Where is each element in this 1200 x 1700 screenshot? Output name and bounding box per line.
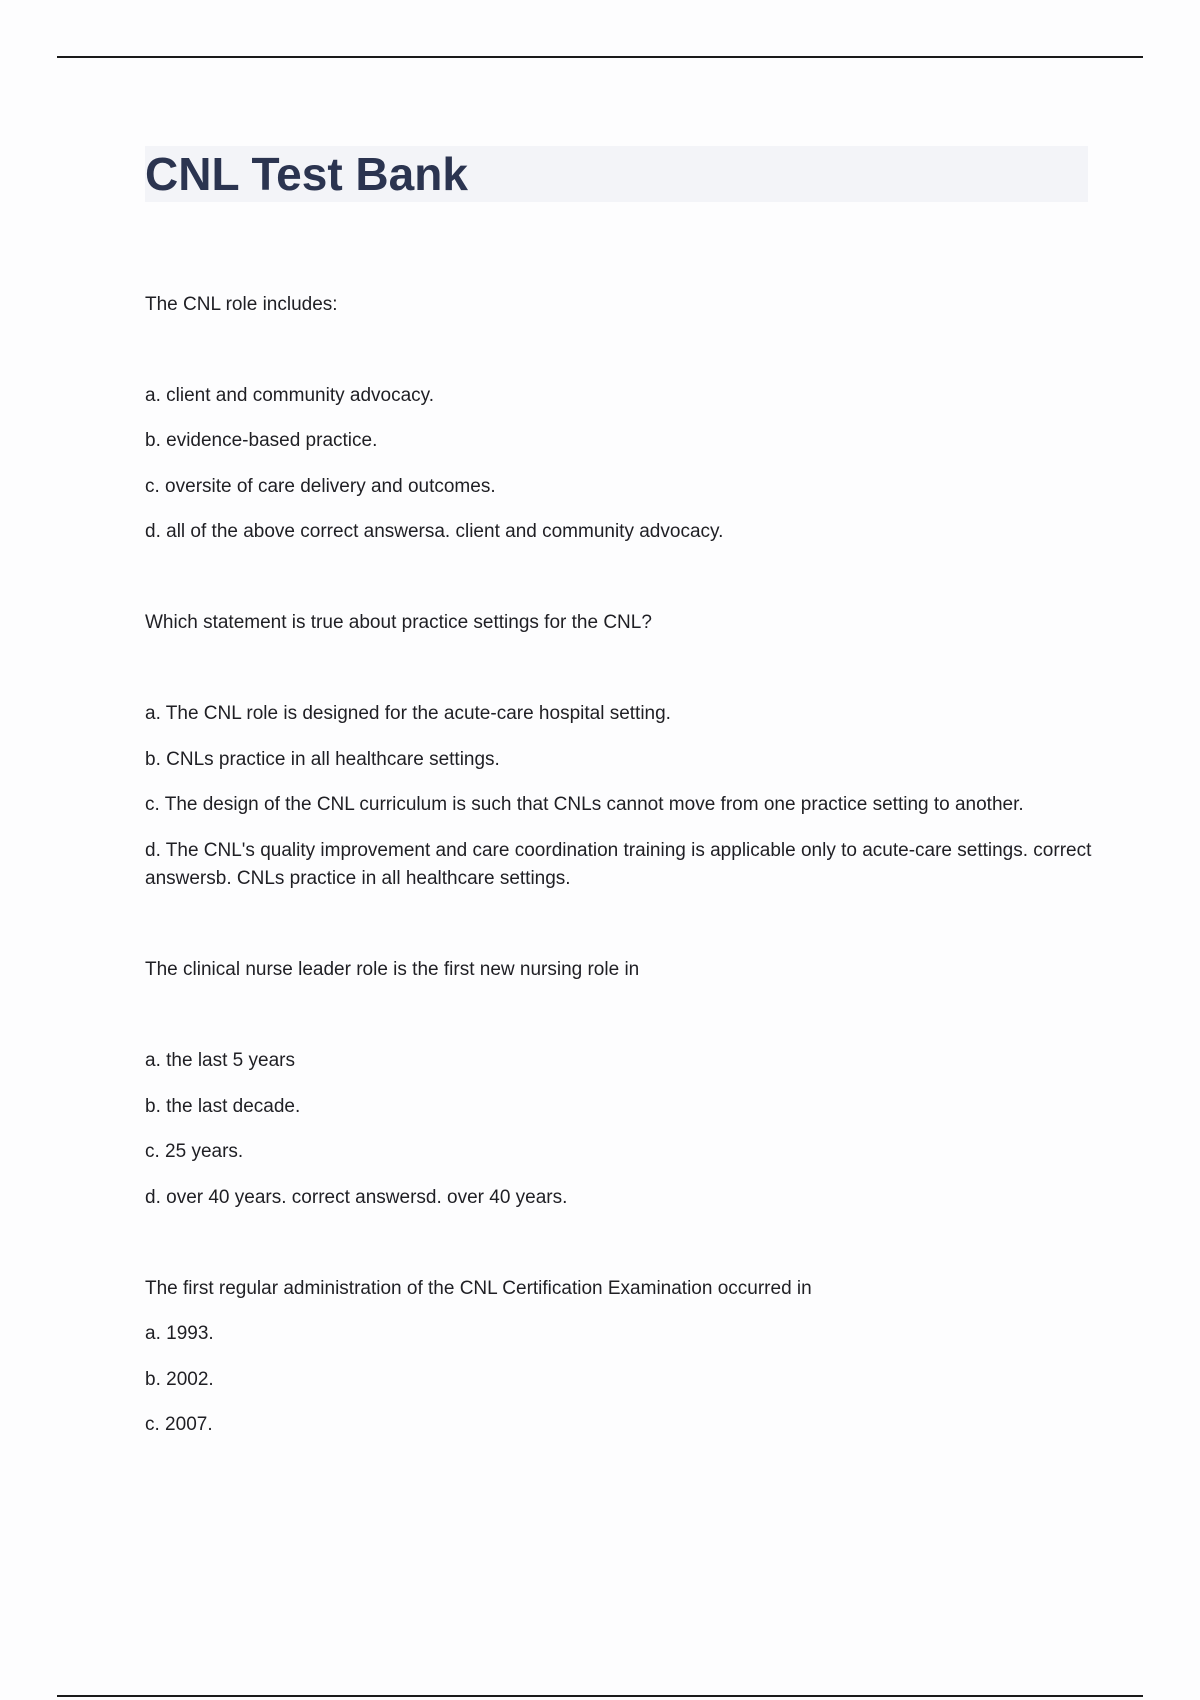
question-prompt: The CNL role includes: — [145, 294, 338, 315]
footer-rule — [57, 1695, 1143, 1697]
answer-option: a. The CNL role is designed for the acute-care hospital setting. — [145, 703, 671, 724]
answer-option: b. evidence-based practice. — [145, 430, 378, 451]
answer-option: c. 25 years. — [145, 1141, 244, 1162]
answer-option: a. 1993. — [145, 1323, 214, 1344]
answer-option: d. all of the above correct answersa. client and community advocacy. — [145, 521, 724, 542]
answer-option: a. the last 5 years — [145, 1050, 295, 1071]
answer-option: a. client and community advocacy. — [145, 385, 435, 406]
answer-option: d. over 40 years. correct answersd. over 40 years. — [145, 1187, 568, 1208]
page-title: CNL Test Bank — [145, 148, 468, 200]
answer-option: c. 2007. — [145, 1414, 213, 1435]
question-prompt: The first regular administration of the CNL Certification Examination occurred in — [145, 1278, 812, 1299]
answer-option: b. the last decade. — [145, 1096, 301, 1117]
question-prompt: The clinical nurse leader role is the first new nursing role in — [145, 959, 640, 980]
answer-option: d. The CNL's quality improvement and care coordination training is applicable only to acute-care settings. correct answersb. CNLs practice in all healthcare settings. — [145, 840, 1092, 889]
answer-option: c. The design of the CNL curriculum is such that CNLs cannot move from one practice setting to another. — [145, 794, 1024, 815]
header-rule — [57, 56, 1143, 58]
question-prompt: Which statement is true about practice settings for the CNL? — [145, 612, 652, 633]
answer-option: c. oversite of care delivery and outcomes. — [145, 476, 496, 497]
answer-option: b. 2002. — [145, 1369, 214, 1390]
answer-option: b. CNLs practice in all healthcare settings. — [145, 749, 500, 770]
